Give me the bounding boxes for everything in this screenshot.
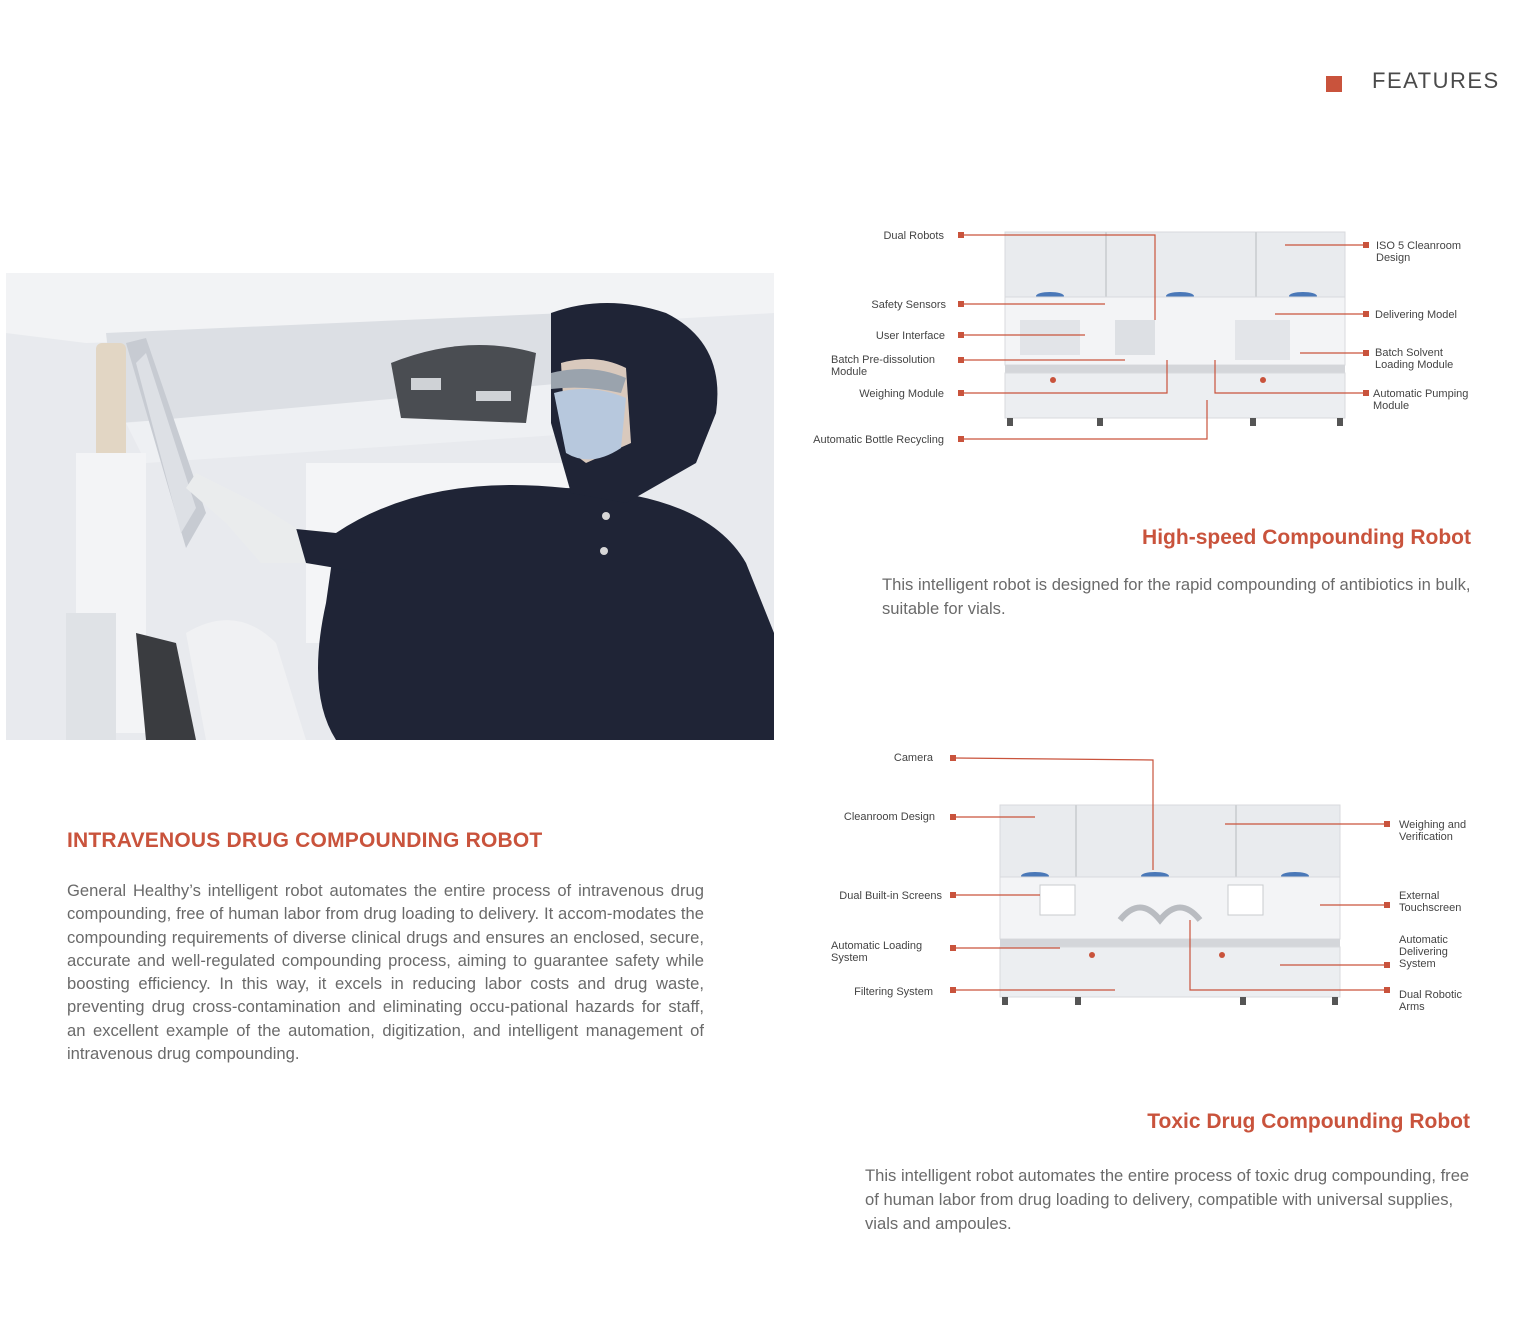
label-automatic-bottle-recycling: Automatic Bottle Recycling — [813, 434, 944, 446]
technician-photo — [6, 273, 774, 740]
label-safety-sensors: Safety Sensors — [871, 299, 946, 311]
label-dual-built-in-screens: Dual Built-in Screens — [839, 890, 942, 902]
section-label: FEATURES — [1372, 68, 1500, 93]
label-batch-pre-dissolution: Batch Pre-dissolution Module — [831, 354, 935, 378]
label-dual-robots: Dual Robots — [883, 230, 944, 242]
toxic-title: Toxic Drug Compounding Robot — [1147, 1110, 1470, 1133]
highspeed-robot-diagram — [795, 220, 1495, 460]
label-delivering-model: Delivering Model — [1375, 309, 1457, 321]
label-weighing-module: Weighing Module — [859, 388, 944, 400]
intro-body: General Healthy’s intelligent robot automates the entire process of intravenous drug compounding, free of human labor from drug loading to delivery. It accom-modates the compounding requirements of diverse clinical drugs and ensures an enclosed, secure, accurate and well-regulated compounding process, aiming to guarantee safety while boosting efficiency. In this way, it excels in reducing labor costs and drug waste, preventing drug cross-contamination and eliminating occu-pational hazards for staff, an excellent example of the automation, digitization, and intelligent management of intravenous drug compounding. — [67, 881, 704, 1064]
toxic-description: This intelligent robot automates the entire process of toxic drug compounding, free of human labor from drug loading to delivery, compatible with universal supplies, vials and ampoules. — [865, 1166, 1470, 1233]
label-camera: Camera — [893, 752, 933, 764]
label-iso5-cleanroom: ISO 5 Cleanroom Design — [1376, 240, 1461, 264]
label-external-touchscreen: External Touchscreen — [1399, 890, 1462, 914]
label-user-interface: User Interface — [875, 330, 945, 342]
highspeed-description: This intelligent robot is designed for the rapid compounding of antibiotics in bulk, suitable for vials. — [882, 575, 1471, 618]
label-automatic-pumping: Automatic Pumping Module — [1373, 388, 1469, 412]
label-batch-solvent-loading: Batch Solvent Loading Module — [1375, 347, 1454, 371]
label-automatic-loading: Automatic Loading System — [831, 940, 923, 964]
label-dual-robotic-arms: Dual Robotic Arms — [1399, 989, 1462, 1013]
label-cleanroom-design: Cleanroom Design — [843, 811, 935, 823]
label-automatic-delivering: Automatic Delivering System — [1399, 934, 1448, 970]
label-weighing-verification: Weighing and Verification — [1399, 819, 1467, 843]
toxic-robot-diagram — [820, 745, 1510, 1020]
highspeed-title: High-speed Compounding Robot — [1142, 526, 1471, 549]
label-filtering-system: Filtering System — [854, 986, 933, 998]
section-marker-square — [1326, 76, 1342, 92]
intro-title: INTRAVENOUS DRUG COMPOUNDING ROBOT — [67, 829, 543, 852]
